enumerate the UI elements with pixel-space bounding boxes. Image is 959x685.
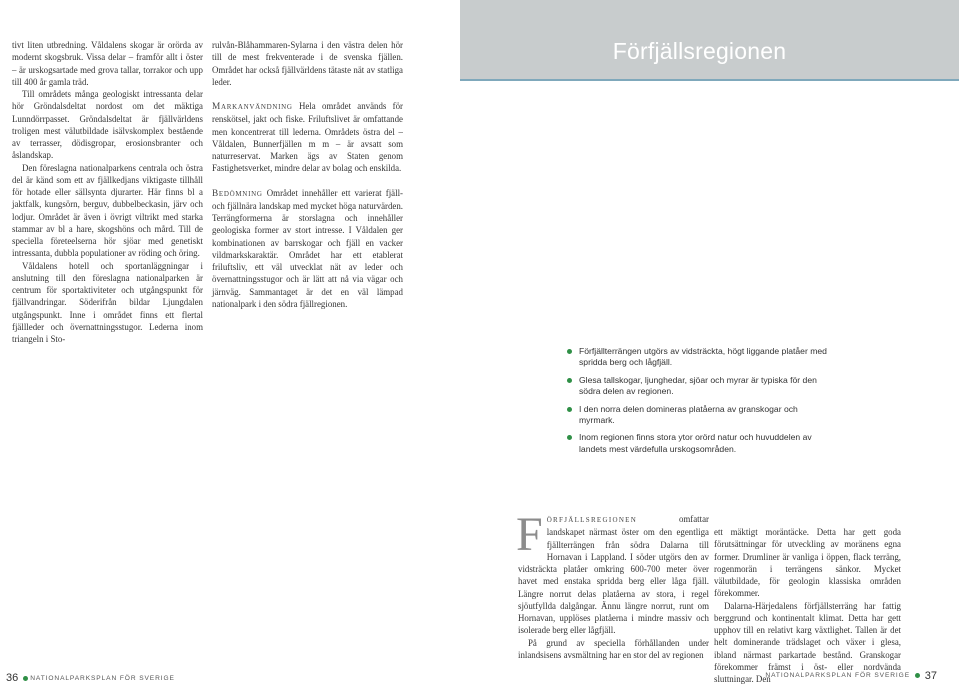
section-heading: Markanvändning (212, 102, 293, 112)
section-markanvandning (212, 100, 403, 175)
right-column-1 (518, 513, 709, 661)
list-item (567, 432, 833, 455)
body-paragraph: rulvån-Blåhammaren-Sylarna i den västra delen hör till de mest frekventerade i de svenska fjällen. Området har också fjällvärldens tätaste nät av statliga leder. (212, 39, 403, 88)
body-paragraph: På grund av speciella förhållanden under inlandsisens avsmältning har en stor del av regionen (518, 637, 709, 662)
list-item (567, 346, 833, 369)
green-dot-bullet-icon (567, 349, 572, 354)
page-number: 37 (925, 670, 937, 682)
page-number: 36 (6, 672, 18, 684)
section-bedomning (212, 187, 403, 311)
list-item (567, 375, 833, 398)
bullet-text: Glesa tallskogar, ljunghedar, sjöar och myrar är typiska för den södra delen av regionen. (579, 375, 817, 396)
body-paragraph: Våldalens hotell och sportanläggningar i anslutning till den föreslagna nationalparken är centrum för sportaktiviteter och utgångspunkt för fjällvandringar. Söderifrån bildar Ljungdalen utgångspunkt. Inne i området finns ett flertal fjällleder och övernattningsstugor. Lederna inom triangeln i Sto- (12, 260, 203, 346)
left-column-1 (12, 39, 203, 345)
list-item (567, 404, 833, 427)
footer-left (3, 672, 175, 684)
section-heading: Bedömning (212, 189, 263, 199)
section-text: Hela området används för renskötsel, jakt och fiske. Friluftslivet är omfattande men koncentrerat till lederna. Områdets östra del – Våldalen, Bunnerfjällen m m – är avsatt som naturreservat. Marken ägs av Staten genom Fastighetsverket, mindre delar av bolag och enskilda. (212, 101, 403, 173)
body-paragraph: tivt liten utbredning. Våldalens skogar är orörda av modernt skogsbruk. Vissa delar – framför allt i öster – är urskogsartade med grova tallar, torrakor och upp till 400 år gamla träd. (12, 39, 203, 88)
green-dot-bullet-icon (567, 435, 572, 440)
green-dot-bullet-icon (567, 378, 572, 383)
body-paragraph: Till områdets många geologiskt intressanta delar hör Gröndalsdeltat nordost om det mäktiga Lunndörrpasset. Gröndalsdeltat är fjällvärldens troligen mest välutbildade isälvskomplex bestående av terrasser, dödisgropar, erosionsbranter och åslandskap. (12, 88, 203, 162)
left-column-2 (212, 39, 403, 310)
footer-right (765, 672, 922, 679)
lead-paragraph (518, 513, 709, 637)
banner-title: Förfjällsregionen (613, 38, 786, 65)
bullet-text: I den norra delen domineras platåerna av granskogar och myrmark. (579, 404, 798, 425)
drop-cap: F (516, 515, 543, 555)
green-dot-icon (23, 676, 28, 681)
bullet-text: Inom regionen finns stora ytor orörd natur och huvuddelen av landets mest värdefulla urskogsområden. (579, 432, 812, 453)
body-paragraph: Den föreslagna nationalparkens centrala och östra del är känd som ett av fjällkedjans viktigaste tillhåll för hotade eller sällsynta djurarter. Här finns bl a jaktfalk, kungsörn, berguv, dubbelbeckasin, järv och lodjur. Området är även i övrigt viltrikt med starka stammar av bl a hare, skogshöns och mård. Till de speciella företeelserna hör sjöar med genetiskt intressanta, dubbla populationer av röding och öring. (12, 162, 203, 260)
footer-label: NATIONALPARKSPLAN FÖR SVERIGE (30, 675, 175, 682)
green-dot-bullet-icon (567, 407, 572, 412)
bullet-list (567, 346, 833, 461)
body-paragraph: ett mäktigt moräntäcke. Detta har gett goda förutsättningar för utveckling av moränens egna former. Drumliner är vanliga i öppen, flack terräng, rogenmorän i terrängens sänkor. Mycket välutbildade, för geologin klassiska områden förekommer. (714, 526, 901, 600)
right-column-2 (714, 526, 901, 685)
left-page (0, 0, 470, 683)
body-paragraph: Dalarna-Härjedalens förfjällsterräng har fattig berggrund och kontinentalt klimat. Detta har gett upphov till en relativt karg växtlighet. Tallen är det helt dominerande trädslaget och växer i glesa, ibland närmast parkartade bestånd. Granskogar förekommer främst i öst- eller nordvända sluttningar. Den (714, 600, 901, 685)
footer-label: NATIONALPARKSPLAN FÖR SVERIGE (765, 672, 910, 679)
bullet-text: Förfjällterrängen utgörs av vidsträckta, högt liggande platåer med spridda berg och lågfjäll. (579, 346, 827, 367)
section-text: Området innehåller ett varierat fjäll- och fjällnära landskap med mycket höga naturvärden. Terrängformerna är storslagna och innehåller geologiska former av stort intresse. I Våldalen ger kombinationen av barrskogar och fjäll en vacker vildmarkskaraktär. Området har ett etablerat friluftsliv, ett väl utvecklat nät av leder och övernattningsstugor och är lätt att nå via vägar och järnväg. Sammantaget är det en väl lämpad nationalpark i den södra fjällregionen. (212, 188, 403, 309)
green-dot-icon (915, 673, 920, 678)
lead-small-caps: örfjällsregionen (547, 515, 637, 525)
lead-text: omfattar landskapet närmast öster om den egentliga fjällterrängen från södra Dalarna till Hornavan i Lappland. I söder utgörs den av vidsträckta platåer omkring 600-700 meter över havet med enstaka spridda berg eller låga fjäll. Längre norrut delas platåerna av stora, i regel sjöutfyllda dalgångar. Ännu längre norrut, runt om Hornavan, upplöses platåerna i mindre massiv och isolerade berg eller lågfjäll. (518, 514, 709, 635)
